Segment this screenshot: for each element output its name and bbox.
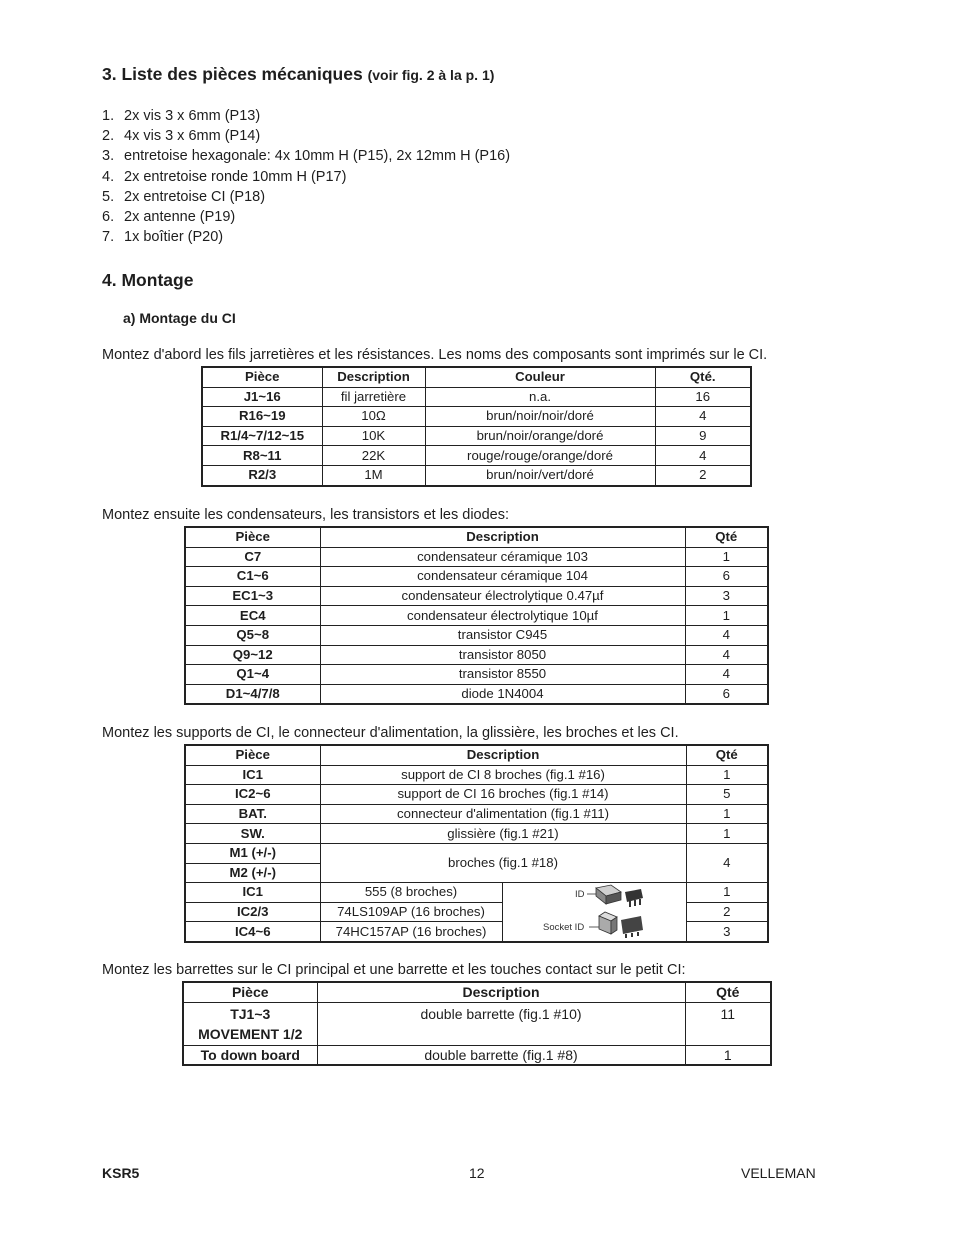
- header-description: Description: [320, 527, 685, 547]
- header-color: Couleur: [425, 367, 655, 387]
- header-qty: Qté: [685, 982, 771, 1002]
- ic-orientation-figure: [502, 883, 686, 942]
- footer-brand: VELLEMAN: [741, 1165, 816, 1181]
- id-label: ID: [574, 889, 584, 901]
- socket-id-label: Socket ID: [542, 922, 584, 934]
- list-item: 6. 2x antenne (P19): [102, 209, 236, 226]
- resistor-table: [201, 366, 752, 487]
- table-row: R1/4~7/12~15 10K brun/noir/orange/doré 9: [202, 426, 751, 446]
- table-row: M1 (+/-) broches (fig.1 #18) 4: [185, 843, 768, 863]
- header-strip-table: [182, 981, 772, 1066]
- table-row: SW. glissière (fig.1 #21) 1: [185, 824, 768, 844]
- paragraph-2: Montez ensuite les condensateurs, les transistors et les diodes:: [102, 507, 510, 523]
- table-row: M2 (+/-): [185, 863, 768, 883]
- section-4-heading: 4. Montage: [102, 270, 194, 290]
- table-row: IC1 555 (8 broches) ID Socket ID 1: [185, 883, 768, 903]
- table-row: IC4~6 74HC157AP (16 broches) 3: [185, 922, 768, 942]
- footer-model: KSR5: [102, 1165, 140, 1181]
- table-row: Q1~4 transistor 8550 4: [185, 665, 768, 685]
- header-piece: Pièce: [185, 745, 320, 765]
- table-row: IC1 support de CI 8 broches (fig.1 #16) 1: [185, 765, 768, 785]
- table-row: Q9~12 transistor 8050 4: [185, 645, 768, 665]
- section-3-heading: 3. Liste des pièces mécaniques (voir fig. 2 à la p. 1): [102, 64, 495, 84]
- list-item: 2. 4x vis 3 x 6mm (P14): [102, 128, 261, 145]
- header-piece: Pièce: [202, 367, 322, 387]
- mechanical-parts-list: [102, 106, 510, 247]
- capacitor-table: [184, 526, 769, 705]
- table-row: R2/3 1M brun/noir/vert/doré 2: [202, 465, 751, 485]
- table-row: IC2/3 74LS109AP (16 broches) 2: [185, 902, 768, 922]
- header-qty: Qté.: [655, 367, 751, 387]
- header-piece: Pièce: [183, 982, 317, 1002]
- table-row: To down board double barrette (fig.1 #8) 1: [183, 1045, 771, 1065]
- header-qty: Qté: [685, 527, 768, 547]
- table-row: C7 condensateur céramique 103 1: [185, 547, 768, 567]
- list-item: 3. entretoise hexagonale: 4x 10mm H (P15), 2x 12mm H (P16): [102, 148, 511, 165]
- ic-socket-illustration: [503, 884, 686, 940]
- list-item: 1. 2x vis 3 x 6mm (P13): [102, 108, 261, 124]
- table-row: R16~19 10Ω brun/noir/noir/doré 4: [202, 407, 751, 427]
- list-item: 4. 2x entretoise ronde 10mm H (P17): [102, 168, 347, 185]
- list-item: 7. 1x boîtier (P20): [102, 229, 224, 246]
- table-row: IC2~6 support de CI 16 broches (fig.1 #14) 5: [185, 785, 768, 805]
- subsection-heading: a) Montage du CI: [123, 310, 236, 326]
- table-row: Q5~8 transistor C945 4: [185, 625, 768, 645]
- header-description: Description: [320, 745, 686, 765]
- paragraph-4: Montez les barrettes sur le CI principal et une barrette et les touches contact sur le petit CI:: [102, 962, 686, 978]
- header-piece: Pièce: [185, 527, 320, 547]
- table-row: R8~11 22K rouge/rouge/orange/doré 4: [202, 446, 751, 466]
- paragraph-1: Montez d'abord les fils jarretières et les résistances. Les noms des composants sont imprimés sur le CI.: [102, 347, 768, 363]
- table-row: D1~4/7/8 diode 1N4004 6: [185, 684, 768, 704]
- table-row: J1~16 fil jarretière n.a. 16: [202, 387, 751, 407]
- table-row: EC1~3 condensateur électrolytique 0.47µf 3: [185, 586, 768, 606]
- paragraph-3: Montez les supports de CI, le connecteur d'alimentation, la glissière, les broches et les CI.: [102, 725, 679, 741]
- table-row: BAT. connecteur d'alimentation (fig.1 #11) 1: [185, 804, 768, 824]
- section-3-subtitle: (voir fig. 2 à la p. 1): [367, 67, 495, 83]
- page-number: 12: [469, 1165, 485, 1181]
- ic-socket-table: [184, 744, 769, 943]
- table-row: TJ1~3 MOVEMENT 1/2 double barrette (fig.1 #10) 11: [183, 1002, 771, 1045]
- header-qty: Qté: [686, 745, 768, 765]
- list-item: 5. 2x entretoise CI (P18): [102, 188, 266, 205]
- header-description: Description: [317, 982, 685, 1002]
- table-row: EC4 condensateur électrolytique 10µf 1: [185, 606, 768, 626]
- header-description: Description: [322, 367, 425, 387]
- table-row: C1~6 condensateur céramique 104 6: [185, 567, 768, 587]
